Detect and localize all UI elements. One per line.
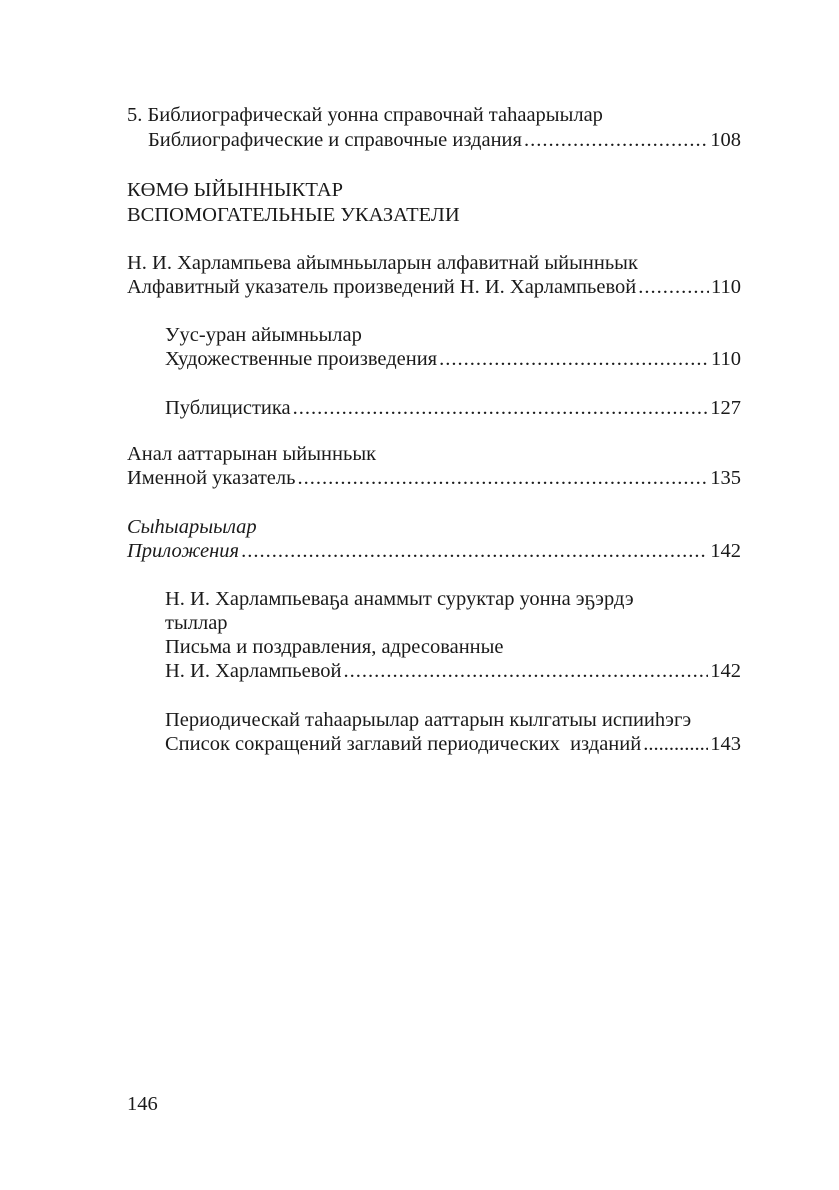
toc-entry-appendix-russian: Приложения bbox=[127, 540, 240, 562]
page-number: 110 bbox=[711, 276, 741, 298]
page-number: 142 bbox=[710, 540, 741, 562]
toc-entry-fiction-russian: Художественные произведения bbox=[165, 348, 438, 370]
toc-entry-fiction-sakha: Уус-уран айымньылар bbox=[165, 324, 362, 346]
toc-entry-periodicals-row bbox=[165, 732, 741, 757]
toc-entry-5-title-sakha: 5. Библиографическай уонна справочнай таhаарыылар bbox=[127, 104, 603, 126]
toc-entry-5-title-russian: Библиографические и справочные издания bbox=[148, 129, 522, 151]
toc-entry-5-row bbox=[148, 128, 741, 153]
page-number: 110 bbox=[711, 348, 741, 370]
page-number: 135 bbox=[710, 467, 741, 489]
toc-entry-fiction-row bbox=[165, 347, 741, 372]
toc-entry-alpha-row bbox=[127, 275, 741, 300]
dot-leader bbox=[293, 396, 709, 421]
toc-entry-letters-russian-2: Н. И. Харлампьевой bbox=[165, 660, 342, 682]
toc-entry-periodicals-russian: Список сокращений заглавий периодических изданий bbox=[165, 733, 642, 755]
toc-entry-appendix-row bbox=[127, 539, 741, 564]
toc-entry-letters-row bbox=[165, 659, 741, 684]
dot-leader bbox=[524, 128, 708, 153]
toc-entry-names-row bbox=[127, 466, 741, 491]
dot-leader bbox=[343, 659, 708, 684]
toc-entry-letters-sakha-2: тыллар bbox=[165, 612, 228, 634]
page-number: 142 bbox=[710, 660, 741, 682]
page-number: 108 bbox=[710, 129, 741, 151]
dot-leader bbox=[638, 275, 709, 300]
toc-entry-letters-russian-1: Письма и поздравления, адресованные bbox=[165, 636, 504, 658]
toc-entry-publicism: Публицистика bbox=[165, 397, 291, 419]
toc-entry-periodicals-sakha: Периодическай таhаарыылар ааттарын кылгатыы испииhэгэ bbox=[165, 709, 692, 731]
dot-leader bbox=[297, 466, 708, 491]
toc-entry-names-russian: Именной указатель bbox=[127, 467, 296, 489]
page-number: 127 bbox=[710, 397, 741, 419]
toc-entry-alpha-russian: Алфавитный указатель произведений Н. И. Харлампьевой bbox=[127, 276, 637, 298]
toc-entry-appendix-sakha: Сыhыарыылар bbox=[127, 516, 257, 538]
toc-entry-publicism-row bbox=[165, 396, 741, 421]
page-folio: 146 bbox=[127, 1093, 158, 1115]
dot-leader bbox=[439, 347, 709, 372]
dot-leader bbox=[643, 732, 708, 757]
toc-entry-alpha-sakha: Н. И. Харлампьева айымньыларын алфавитнай ыйынньык bbox=[127, 252, 638, 274]
dot-leader bbox=[241, 539, 708, 564]
toc-entry-letters-sakha-1: Н. И. Харлампьеваҕа анаммыт суруктар уонна эҕэрдэ bbox=[165, 588, 634, 610]
page-number: 143 bbox=[710, 733, 741, 755]
toc-entry-names-sakha: Анал ааттарынан ыйынньык bbox=[127, 443, 377, 465]
section-heading-sakha: КӨМӨ ЫЙЫННЫКТАР bbox=[127, 179, 344, 201]
section-heading-russian: ВСПОМОГАТЕЛЬНЫЕ УКАЗАТЕЛИ bbox=[127, 204, 460, 226]
